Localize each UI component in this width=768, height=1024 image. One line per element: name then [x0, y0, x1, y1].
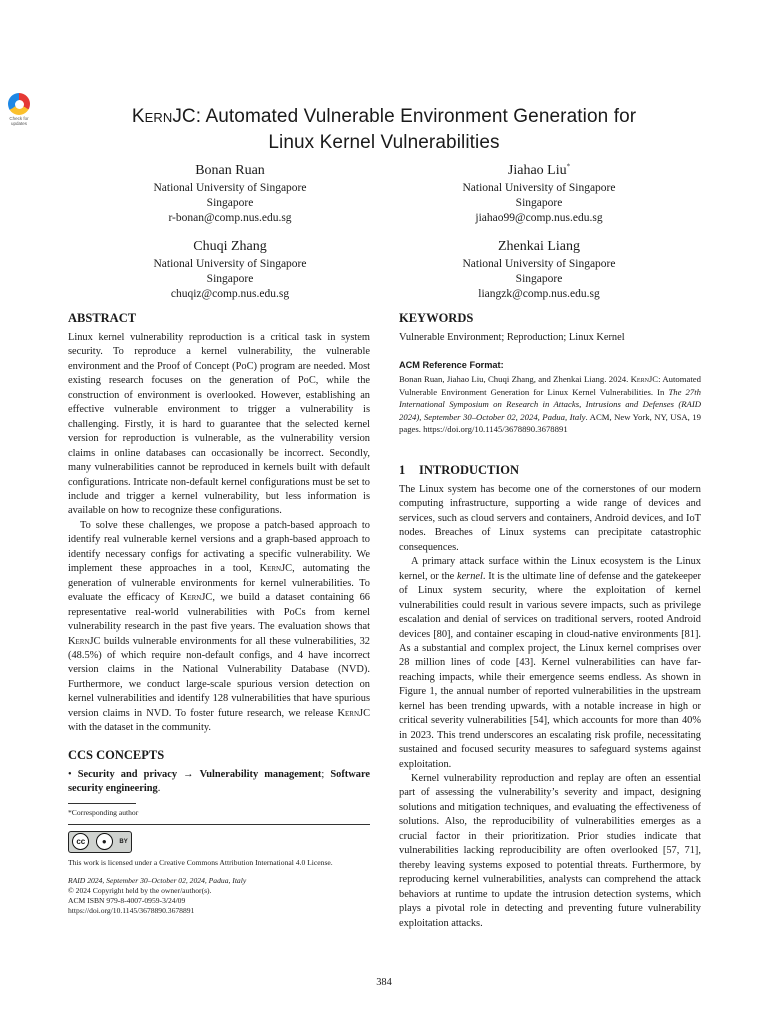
left-column: [68, 311, 370, 916]
corresponding-mark: *: [566, 162, 571, 171]
author-name: Bonan Ruan: [195, 163, 265, 178]
intro-paragraph: A primary attack surface within the Linux ecosystem is the Linux kernel, or the kernel. It is the ultimate line of defense and the gatekeeper of Linux system security, where the exploitation of kernel vulnerabilities could result in various severe impacts, such as privilege escalation and denial of services on traditional servers, rooted Android devices [80], and container escaping in cloud-native environments [81]. As a substantial and complex project, the Linux kernel comprises over 28 million lines of code [43]. Kernel vulnerabilities can have far-reaching impacts, while their emergence seems endless. As shown in Figure 1, the annual number of reported vulnerabilities in the upstream kernel has been trending upwards, with a notable increase in high or critical severity vulnerabilities [54], which accounts for more than 40% in 2023. This trend underscores an escalating risk profile, necessitating sustained and focused security measures to safeguard systems against exploitation.: [399, 556, 702, 770]
doi-link[interactable]: https://doi.org/10.1145/3678890.3678891: [68, 905, 195, 915]
footnote-rule: [68, 803, 136, 804]
check-for-updates-icon: [8, 93, 30, 115]
creative-commons-by-icon[interactable]: [68, 831, 132, 853]
license-rule: [68, 824, 370, 825]
license-text: This work is licensed under a Creative Commons Attribution International 4.0 License.: [68, 857, 333, 867]
keywords: Vulnerable Environment; Reproduction; Linux Kernel: [399, 332, 625, 343]
author-country: Singapore: [206, 197, 254, 209]
author-affiliation: National University of Singapore: [153, 182, 307, 194]
right-column: [399, 311, 701, 931]
author-country: Singapore: [515, 273, 563, 285]
copyright: © 2024 Copyright held by the owner/author(s).: [68, 885, 212, 895]
intro-paragraph: Kernel vulnerability reproduction and replay are often an essential part of assessing the vulnerability’s severity and impact, designing solutions and mitigation techniques, and evaluating the effectiveness of solutions. Also, the reproducibility of vulnerabilities emerges as a crucial factor in their prioritization. Prior studies indicate that vulnerabilities lacking reproducibility are often overlooked [57, 71], thereby leaving systems exposed to potential threats. Furthermore, by reproducing kernel vulnerabilities, analysts can comprehend the attack behaviors at runtime to update the intrusion detection systems, which plays a pivotal role in detecting and preventing future vulnerability exploitation attacks.: [399, 773, 701, 929]
venue: RAID 2024, September 30–October 02, 2024, Padua, Italy: [68, 875, 247, 885]
author-name: Chuqi Zhang: [193, 239, 267, 254]
author-block: [394, 238, 684, 302]
by-label: BY: [119, 838, 128, 845]
acm-reference-heading: ACM Reference Format:: [399, 360, 504, 370]
author-name: Jiahao Liu: [507, 163, 567, 178]
acm-reference: Bonan Ruan, Jiahao Liu, Chuqi Zhang, and Zhenkai Liang. 2024. KernJC: Automated Vulnerable Environment Generation for Linux Kernel Vulnerabilities. In The 27th International Symposium on Research in Attacks, Intrusions and Defenses (RAID 2024), September 30–October 02, 2024, Padua, Italy. ACM, New York, NY, USA, 19 pages. https://doi.org/10.1145/3678890.3678891: [399, 374, 701, 435]
keywords-heading: KEYWORDS: [399, 311, 474, 325]
author-name: Zhenkai Liang: [497, 239, 581, 254]
check-for-updates-badge[interactable]: [5, 93, 33, 127]
isbn: ACM ISBN 979-8-4007-0959-3/24/09: [68, 895, 186, 905]
publication-info: [68, 876, 370, 916]
author-affiliation: National University of Singapore: [153, 258, 307, 270]
abstract-paragraph: Linux kernel vulnerability reproduction is a critical task in system security. To reproduce a kernel vulnerability, the vulnerable environment and the Proof of Concept (PoC) program are needed. Most existing research focuses on the generation of PoC, while the construction of environment is overlooked. However, establishing an effective vulnerable environment to trigger a vulnerability is challenging. Firstly, it is hard to guarantee that the selected kernel version for reproduction is vulnerable, as the vulnerability version claims in online databases can occasionally be incorrect. Secondly, many vulnerabilities cannot be reproduced in kernels built with default configurations. Intricate non-default kernel configurations must be set to include and trigger a kernel vulnerability, but less information is available on how to recognize these configurations.: [68, 332, 370, 517]
section-heading-introduction: 1 INTRODUCTION: [399, 462, 520, 477]
abstract-paragraph: To solve these challenges, we propose a patch-based approach to identify real vulnerable kernel versions and a graph-based approach to identify necessary configs for activating a specific vulnerability. We implement these approaches in a tool, KernJC, automating the generation of vulnerable environments for kernel vulnerabilities. To evaluate the efficacy of KernJC, we build a dataset containing 66 representative real-world vulnerabilities with PoCs from kernel vulnerability research in the past five years. The evaluation shows that KernJC builds vulnerable environments for all these vulnerabilities, 32 (48.5%) of which require non-default configs, and 4 have incorrect version claims in the National Vulnerability Database (NVD). Furthermore, we conduct large-scale spurious version detection on kernel vulnerabilities and identify 128 vulnerabilities that have spurious version claims in NVD. To foster future research, we release KernJC with the dataset in the community.: [68, 519, 370, 734]
author-affiliation: National University of Singapore: [462, 182, 616, 194]
author-email[interactable]: jiahao99@comp.nus.edu.sg: [475, 212, 603, 224]
title-line1: : Automated Vulnerable Environment Generation for: [195, 106, 637, 127]
paper-title: [60, 104, 708, 156]
title-system-name: KernJC: [131, 106, 196, 127]
footnote: *Corresponding author: [68, 807, 139, 817]
author-email[interactable]: liangzk@comp.nus.edu.sg: [478, 288, 600, 300]
ccs-heading: CCS CONCEPTS: [68, 747, 165, 762]
author-block: [394, 162, 684, 226]
badge-text: Check for updates: [9, 116, 29, 126]
title-line2: Linux Kernel Vulnerabilities: [268, 132, 500, 153]
author-email[interactable]: chuqiz@comp.nus.edu.sg: [170, 288, 290, 300]
intro-paragraph: The Linux system has become one of the cornerstones of our modern computing infrastructure, supporting a wide range of devices and services, such as cloud servers and containers, Android devices, and IoT nodes. Breaches of Linux systems can precipitate catastrophic consequences.: [399, 483, 701, 553]
author-email[interactable]: r-bonan@comp.nus.edu.sg: [168, 212, 292, 224]
cc-icon: cc: [72, 833, 89, 850]
page-number: 384: [376, 977, 392, 988]
author-country: Singapore: [515, 197, 563, 209]
ccs-concepts: • Security and privacy → Vulnerability management; Software security engineering.: [68, 768, 370, 795]
by-person-icon: ●: [96, 833, 113, 850]
author-country: Singapore: [206, 273, 254, 285]
author-block: [85, 162, 375, 226]
abstract-heading: ABSTRACT: [68, 311, 137, 325]
author-block: [85, 238, 375, 302]
author-affiliation: National University of Singapore: [462, 258, 616, 270]
